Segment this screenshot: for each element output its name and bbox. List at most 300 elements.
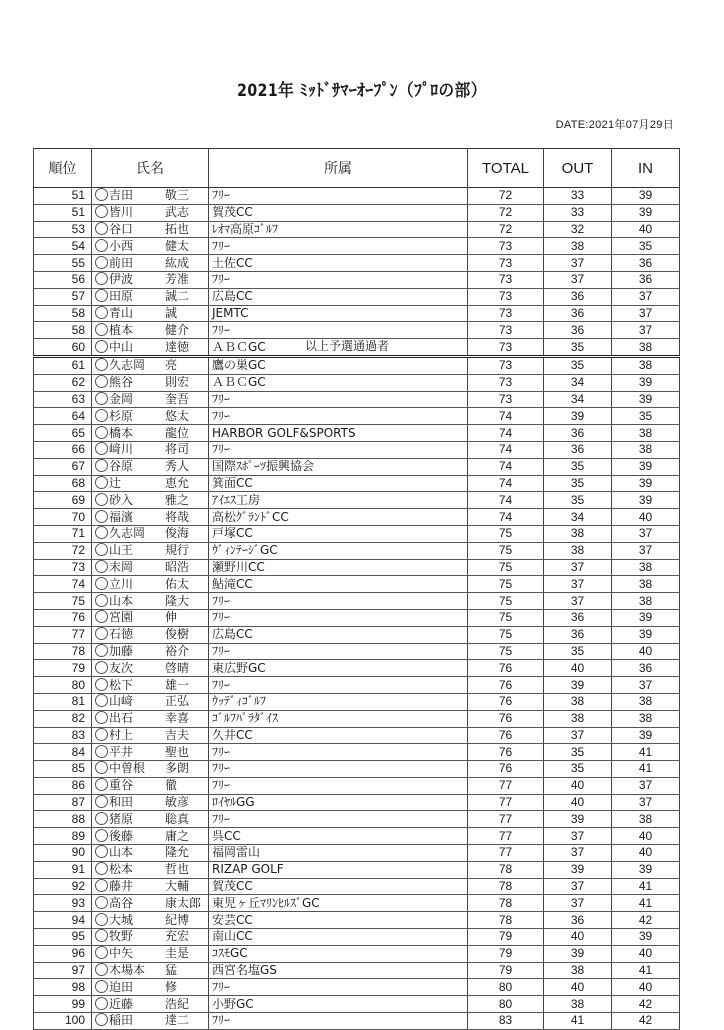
name-cell bbox=[92, 509, 209, 526]
family-name: 石徳 bbox=[109, 627, 134, 642]
affiliation-cell bbox=[209, 525, 468, 542]
rank-cell: 92 bbox=[34, 878, 92, 895]
affiliation-cell bbox=[209, 542, 468, 559]
table-row bbox=[34, 593, 680, 610]
name-cell bbox=[92, 979, 209, 996]
given-name: 康太郎 bbox=[165, 895, 202, 910]
rank-cell: 84 bbox=[34, 744, 92, 761]
table-row bbox=[34, 576, 680, 593]
affiliation-cell bbox=[209, 878, 468, 895]
table-row bbox=[34, 492, 680, 509]
in-score-cell: 39 bbox=[612, 458, 680, 475]
rank-cell: 94 bbox=[34, 912, 92, 929]
circle-mark-icon bbox=[95, 913, 108, 926]
out-score-cell: 38 bbox=[544, 542, 612, 559]
rank-cell: 54 bbox=[34, 238, 92, 255]
table-row bbox=[34, 962, 680, 979]
given-name: 昭浩 bbox=[165, 559, 190, 574]
given-name: 誠 bbox=[165, 305, 178, 320]
circle-mark-icon bbox=[95, 358, 108, 371]
affiliation-text: ｳﾞｨﾝﾃｰｼﾞGC bbox=[212, 543, 278, 558]
affiliation-cell bbox=[209, 912, 468, 929]
out-score-cell: 36 bbox=[544, 441, 612, 458]
family-name: 杉原 bbox=[109, 408, 134, 423]
header-total: TOTAL bbox=[468, 149, 544, 188]
out-score-cell: 36 bbox=[544, 322, 612, 339]
family-name: 久志岡 bbox=[109, 526, 146, 541]
out-score-cell: 34 bbox=[544, 374, 612, 391]
affiliation-cell bbox=[209, 744, 468, 761]
table-row bbox=[34, 912, 680, 929]
in-score-cell: 38 bbox=[612, 425, 680, 442]
out-score-cell: 37 bbox=[544, 727, 612, 744]
affiliation-text: ﾌﾘｰ bbox=[212, 761, 231, 776]
family-name: 砂入 bbox=[109, 492, 134, 507]
affiliation-cell bbox=[209, 693, 468, 710]
given-name: 哲也 bbox=[165, 862, 190, 877]
rank-cell: 79 bbox=[34, 660, 92, 677]
total-score-cell: 74 bbox=[468, 475, 544, 492]
total-score-cell: 79 bbox=[468, 962, 544, 979]
affiliation-cell bbox=[209, 255, 468, 272]
affiliation-text: ｺｽﾓGC bbox=[212, 946, 248, 961]
affiliation-text: ｱｲｴｽ工房 bbox=[212, 492, 261, 507]
family-name: 伊波 bbox=[109, 272, 134, 287]
name-cell bbox=[92, 945, 209, 962]
affiliation-cell bbox=[209, 492, 468, 509]
table-row bbox=[34, 339, 680, 357]
rank-cell: 58 bbox=[34, 305, 92, 322]
given-name: 健介 bbox=[165, 322, 190, 337]
affiliation-cell bbox=[209, 677, 468, 694]
in-score-cell: 38 bbox=[612, 559, 680, 576]
out-score-cell: 36 bbox=[544, 912, 612, 929]
out-score-cell: 34 bbox=[544, 509, 612, 526]
rank-cell: 71 bbox=[34, 525, 92, 542]
affiliation-text: ﾌﾘｰ bbox=[212, 322, 231, 337]
given-name: 誠二 bbox=[165, 289, 190, 304]
family-name: 末岡 bbox=[109, 559, 134, 574]
total-score-cell: 75 bbox=[468, 559, 544, 576]
in-score-cell: 39 bbox=[612, 492, 680, 509]
table-row bbox=[34, 509, 680, 526]
given-name: 悠太 bbox=[165, 408, 190, 423]
family-name: 田原 bbox=[109, 289, 134, 304]
rank-cell: 74 bbox=[34, 576, 92, 593]
name-cell bbox=[92, 425, 209, 442]
total-score-cell: 74 bbox=[468, 509, 544, 526]
circle-mark-icon bbox=[95, 256, 108, 269]
out-score-cell: 41 bbox=[544, 1013, 612, 1030]
total-score-cell: 76 bbox=[468, 693, 544, 710]
circle-mark-icon bbox=[95, 222, 108, 235]
out-score-cell: 37 bbox=[544, 255, 612, 272]
circle-mark-icon bbox=[95, 812, 108, 825]
total-score-cell: 77 bbox=[468, 828, 544, 845]
table-row bbox=[34, 861, 680, 878]
circle-mark-icon bbox=[95, 543, 108, 556]
table-row bbox=[34, 929, 680, 946]
affiliation-cell bbox=[209, 408, 468, 425]
in-score-cell: 38 bbox=[612, 593, 680, 610]
given-name: 俊樹 bbox=[165, 627, 190, 642]
family-name: 青山 bbox=[109, 305, 134, 320]
circle-mark-icon bbox=[95, 728, 108, 741]
affiliation-text: ﾌﾘｰ bbox=[212, 677, 231, 692]
affiliation-cell bbox=[209, 221, 468, 238]
circle-mark-icon bbox=[95, 761, 108, 774]
affiliation-text: 高松ｸﾞﾗﾝﾄﾞCC bbox=[212, 509, 289, 524]
in-score-cell: 35 bbox=[612, 408, 680, 425]
affiliation-cell bbox=[209, 777, 468, 794]
out-score-cell: 35 bbox=[544, 339, 612, 357]
family-name: 和田 bbox=[109, 795, 134, 810]
affiliation-text: ﾌﾘｰ bbox=[212, 744, 231, 759]
affiliation-cell bbox=[209, 475, 468, 492]
family-name: 猪原 bbox=[109, 811, 134, 826]
rank-cell: 87 bbox=[34, 794, 92, 811]
results-body bbox=[34, 188, 680, 1030]
circle-mark-icon bbox=[95, 627, 108, 640]
out-score-cell: 33 bbox=[544, 188, 612, 205]
given-name: 紘成 bbox=[165, 255, 190, 270]
affiliation-text: HARBOR GOLF&SPORTS bbox=[212, 425, 356, 440]
table-row bbox=[34, 221, 680, 238]
family-name: 牧野 bbox=[109, 929, 134, 944]
affiliation-text: ＡＢＣGC bbox=[212, 375, 266, 390]
in-score-cell: 36 bbox=[612, 271, 680, 288]
circle-mark-icon bbox=[95, 493, 108, 506]
given-name: 恵允 bbox=[165, 475, 190, 490]
total-score-cell: 83 bbox=[468, 1013, 544, 1030]
circle-mark-icon bbox=[95, 778, 108, 791]
circle-mark-icon bbox=[95, 426, 108, 439]
in-score-cell: 40 bbox=[612, 845, 680, 862]
total-score-cell: 74 bbox=[468, 441, 544, 458]
name-cell bbox=[92, 458, 209, 475]
affiliation-text: 戸塚CC bbox=[212, 526, 253, 541]
total-score-cell: 73 bbox=[468, 339, 544, 357]
table-row bbox=[34, 1013, 680, 1030]
in-score-cell: 39 bbox=[612, 861, 680, 878]
given-name: 健太 bbox=[165, 238, 190, 253]
rank-cell: 72 bbox=[34, 542, 92, 559]
given-name: 達二 bbox=[165, 1013, 190, 1028]
out-score-cell: 32 bbox=[544, 221, 612, 238]
name-cell bbox=[92, 845, 209, 862]
out-score-cell: 40 bbox=[544, 979, 612, 996]
total-score-cell: 78 bbox=[468, 861, 544, 878]
table-row bbox=[34, 322, 680, 339]
affiliation-text: ﾌﾘｰ bbox=[212, 408, 231, 423]
total-score-cell: 79 bbox=[468, 945, 544, 962]
affiliation-cell bbox=[209, 727, 468, 744]
name-cell bbox=[92, 542, 209, 559]
circle-mark-icon bbox=[95, 289, 108, 302]
rank-cell: 90 bbox=[34, 845, 92, 862]
given-name: 将哉 bbox=[165, 509, 190, 524]
name-cell bbox=[92, 794, 209, 811]
out-score-cell: 37 bbox=[544, 878, 612, 895]
family-name: 稲田 bbox=[109, 1013, 134, 1028]
in-score-cell: 40 bbox=[612, 945, 680, 962]
table-row bbox=[34, 408, 680, 425]
affiliation-cell bbox=[209, 188, 468, 205]
rank-cell: 63 bbox=[34, 391, 92, 408]
circle-mark-icon bbox=[95, 375, 108, 388]
out-score-cell: 37 bbox=[544, 845, 612, 862]
name-cell bbox=[92, 356, 209, 374]
affiliation-cell bbox=[209, 996, 468, 1013]
given-name: 聡真 bbox=[165, 811, 190, 826]
total-score-cell: 78 bbox=[468, 895, 544, 912]
total-score-cell: 77 bbox=[468, 794, 544, 811]
table-row bbox=[34, 288, 680, 305]
out-score-cell: 39 bbox=[544, 677, 612, 694]
rank-cell: 96 bbox=[34, 945, 92, 962]
affiliation-cell bbox=[209, 288, 468, 305]
affiliation-text: ﾌﾘｰ bbox=[212, 391, 231, 406]
table-row bbox=[34, 425, 680, 442]
in-score-cell: 42 bbox=[612, 912, 680, 929]
family-name: 久志岡 bbox=[109, 358, 146, 373]
given-name: 正弘 bbox=[165, 694, 190, 709]
total-score-cell: 76 bbox=[468, 710, 544, 727]
out-score-cell: 35 bbox=[544, 643, 612, 660]
circle-mark-icon bbox=[95, 980, 108, 993]
in-score-cell: 39 bbox=[612, 188, 680, 205]
name-cell bbox=[92, 660, 209, 677]
circle-mark-icon bbox=[95, 678, 108, 691]
circle-mark-icon bbox=[95, 526, 108, 539]
name-cell bbox=[92, 221, 209, 238]
total-score-cell: 76 bbox=[468, 744, 544, 761]
rank-cell: 99 bbox=[34, 996, 92, 1013]
affiliation-text: 広島CC bbox=[212, 289, 253, 304]
out-score-cell: 40 bbox=[544, 660, 612, 677]
rank-cell: 88 bbox=[34, 811, 92, 828]
given-name: 浩紀 bbox=[165, 996, 190, 1011]
circle-mark-icon bbox=[95, 323, 108, 336]
total-score-cell: 77 bbox=[468, 845, 544, 862]
total-score-cell: 74 bbox=[468, 408, 544, 425]
family-name: 植本 bbox=[109, 322, 134, 337]
out-score-cell: 35 bbox=[544, 475, 612, 492]
name-cell bbox=[92, 761, 209, 778]
rank-cell: 64 bbox=[34, 408, 92, 425]
table-row bbox=[34, 845, 680, 862]
in-score-cell: 41 bbox=[612, 878, 680, 895]
family-name: 谷口 bbox=[109, 221, 134, 236]
affiliation-text: ﾌﾘｰ bbox=[212, 643, 231, 658]
out-score-cell: 37 bbox=[544, 895, 612, 912]
affiliation-text: 賀茂CC bbox=[212, 205, 253, 220]
document-title: 2021年 ﾐｯﾄﾞｻﾏｰｵｰﾌﾟﾝ（ﾌﾟﾛの部） bbox=[237, 81, 487, 101]
rank-cell: 89 bbox=[34, 828, 92, 845]
circle-mark-icon bbox=[95, 862, 108, 875]
circle-mark-icon bbox=[95, 239, 108, 252]
affiliation-cell bbox=[209, 425, 468, 442]
in-score-cell: 38 bbox=[612, 356, 680, 374]
affiliation-cell bbox=[209, 609, 468, 626]
out-score-cell: 36 bbox=[544, 609, 612, 626]
given-name: 吉夫 bbox=[165, 727, 190, 742]
in-score-cell: 41 bbox=[612, 962, 680, 979]
circle-mark-icon bbox=[95, 829, 108, 842]
table-row bbox=[34, 204, 680, 221]
affiliation-text: 小野GC bbox=[212, 996, 254, 1011]
rank-cell: 80 bbox=[34, 677, 92, 694]
out-score-cell: 37 bbox=[544, 576, 612, 593]
rank-cell: 60 bbox=[34, 339, 92, 357]
circle-mark-icon bbox=[95, 476, 108, 489]
in-score-cell: 39 bbox=[612, 609, 680, 626]
affiliation-text: ｺﾞﾙﾌﾊﾟﾗﾀﾞｲｽ bbox=[212, 711, 279, 726]
name-cell bbox=[92, 238, 209, 255]
circle-mark-icon bbox=[95, 711, 108, 724]
affiliation-text: ﾚｵﾏ高原ｺﾞﾙﾌ bbox=[212, 221, 279, 236]
affiliation-text: ﾌﾘｰ bbox=[212, 442, 231, 457]
circle-mark-icon bbox=[95, 459, 108, 472]
circle-mark-icon bbox=[95, 1013, 108, 1026]
affiliation-text: ﾌﾘｰ bbox=[212, 188, 231, 203]
affiliation-cell bbox=[209, 828, 468, 845]
name-cell bbox=[92, 271, 209, 288]
affiliation-text: 福岡雷山 bbox=[212, 845, 261, 860]
family-name: 山本 bbox=[109, 845, 134, 860]
in-score-cell: 38 bbox=[612, 811, 680, 828]
affiliation-text: 南山CC bbox=[212, 929, 253, 944]
circle-mark-icon bbox=[95, 644, 108, 657]
given-name: 芳准 bbox=[165, 272, 190, 287]
table-row bbox=[34, 391, 680, 408]
given-name: 修 bbox=[165, 979, 178, 994]
rank-cell: 69 bbox=[34, 492, 92, 509]
circle-mark-icon bbox=[95, 409, 108, 422]
in-score-cell: 40 bbox=[612, 828, 680, 845]
rank-cell: 100 bbox=[34, 1013, 92, 1030]
name-cell bbox=[92, 1013, 209, 1030]
in-score-cell: 39 bbox=[612, 727, 680, 744]
total-score-cell: 75 bbox=[468, 609, 544, 626]
affiliation-text: ﾛｲﾔﾙGG bbox=[212, 795, 255, 810]
total-score-cell: 73 bbox=[468, 255, 544, 272]
in-score-cell: 41 bbox=[612, 895, 680, 912]
out-score-cell: 36 bbox=[544, 626, 612, 643]
family-name: 﨑川 bbox=[109, 442, 134, 457]
out-score-cell: 39 bbox=[544, 408, 612, 425]
rank-cell: 76 bbox=[34, 609, 92, 626]
family-name: 平井 bbox=[109, 744, 134, 759]
family-name: 加藤 bbox=[109, 643, 134, 658]
name-cell bbox=[92, 188, 209, 205]
header-affiliation: 所属 bbox=[209, 149, 468, 188]
out-score-cell: 35 bbox=[544, 356, 612, 374]
name-cell bbox=[92, 878, 209, 895]
rank-cell: 67 bbox=[34, 458, 92, 475]
table-row bbox=[34, 710, 680, 727]
given-name: 亮 bbox=[165, 358, 178, 373]
affiliation-text: ﾌﾘｰ bbox=[212, 979, 231, 994]
table-row bbox=[34, 677, 680, 694]
circle-mark-icon bbox=[95, 963, 108, 976]
circle-mark-icon bbox=[95, 694, 108, 707]
out-score-cell: 38 bbox=[544, 693, 612, 710]
affiliation-cell bbox=[209, 861, 468, 878]
rank-cell: 82 bbox=[34, 710, 92, 727]
rank-cell: 66 bbox=[34, 441, 92, 458]
given-name: 多朗 bbox=[165, 761, 190, 776]
affiliation-text: 鷹の巣GC bbox=[212, 358, 266, 373]
rank-cell: 65 bbox=[34, 425, 92, 442]
name-cell bbox=[92, 727, 209, 744]
rank-cell: 86 bbox=[34, 777, 92, 794]
table-row bbox=[34, 761, 680, 778]
affiliation-cell bbox=[209, 441, 468, 458]
family-name: 皆川 bbox=[109, 205, 134, 220]
circle-mark-icon bbox=[95, 306, 108, 319]
table-row bbox=[34, 794, 680, 811]
family-name: 出石 bbox=[109, 711, 134, 726]
family-name: 藤井 bbox=[109, 879, 134, 894]
results-table bbox=[33, 148, 680, 1030]
affiliation-cell bbox=[209, 391, 468, 408]
affiliation-cell bbox=[209, 761, 468, 778]
name-cell bbox=[92, 777, 209, 794]
given-name: 敏彦 bbox=[165, 795, 190, 810]
given-name: 聖也 bbox=[165, 744, 190, 759]
affiliation-cell bbox=[209, 660, 468, 677]
in-score-cell: 39 bbox=[612, 391, 680, 408]
affiliation-cell bbox=[209, 271, 468, 288]
affiliation-text: 瀬野川CC bbox=[212, 559, 265, 574]
rank-cell: 62 bbox=[34, 374, 92, 391]
name-cell bbox=[92, 912, 209, 929]
circle-mark-icon bbox=[95, 795, 108, 808]
total-score-cell: 77 bbox=[468, 777, 544, 794]
in-score-cell: 39 bbox=[612, 929, 680, 946]
affiliation-cell bbox=[209, 811, 468, 828]
table-row bbox=[34, 895, 680, 912]
total-score-cell: 72 bbox=[468, 204, 544, 221]
header-rank: 順位 bbox=[34, 149, 92, 188]
name-cell bbox=[92, 744, 209, 761]
family-name: 吉田 bbox=[109, 188, 134, 203]
out-score-cell: 40 bbox=[544, 777, 612, 794]
circle-mark-icon bbox=[95, 272, 108, 285]
total-score-cell: 73 bbox=[468, 356, 544, 374]
given-name: 大輔 bbox=[165, 879, 190, 894]
table-row bbox=[34, 356, 680, 374]
table-row bbox=[34, 643, 680, 660]
total-score-cell: 73 bbox=[468, 322, 544, 339]
affiliation-text: 呉CC bbox=[212, 828, 241, 843]
given-name: 拓也 bbox=[165, 221, 190, 236]
affiliation-cell bbox=[209, 339, 468, 357]
in-score-cell: 39 bbox=[612, 204, 680, 221]
out-score-cell: 35 bbox=[544, 744, 612, 761]
circle-mark-icon bbox=[95, 997, 108, 1010]
affiliation-text: 土佐CC bbox=[212, 255, 253, 270]
given-name: 裕介 bbox=[165, 643, 190, 658]
in-score-cell: 38 bbox=[612, 441, 680, 458]
rank-cell: 75 bbox=[34, 593, 92, 610]
name-cell bbox=[92, 643, 209, 660]
rank-cell: 68 bbox=[34, 475, 92, 492]
affiliation-cell bbox=[209, 895, 468, 912]
in-score-cell: 38 bbox=[612, 710, 680, 727]
in-score-cell: 37 bbox=[612, 777, 680, 794]
